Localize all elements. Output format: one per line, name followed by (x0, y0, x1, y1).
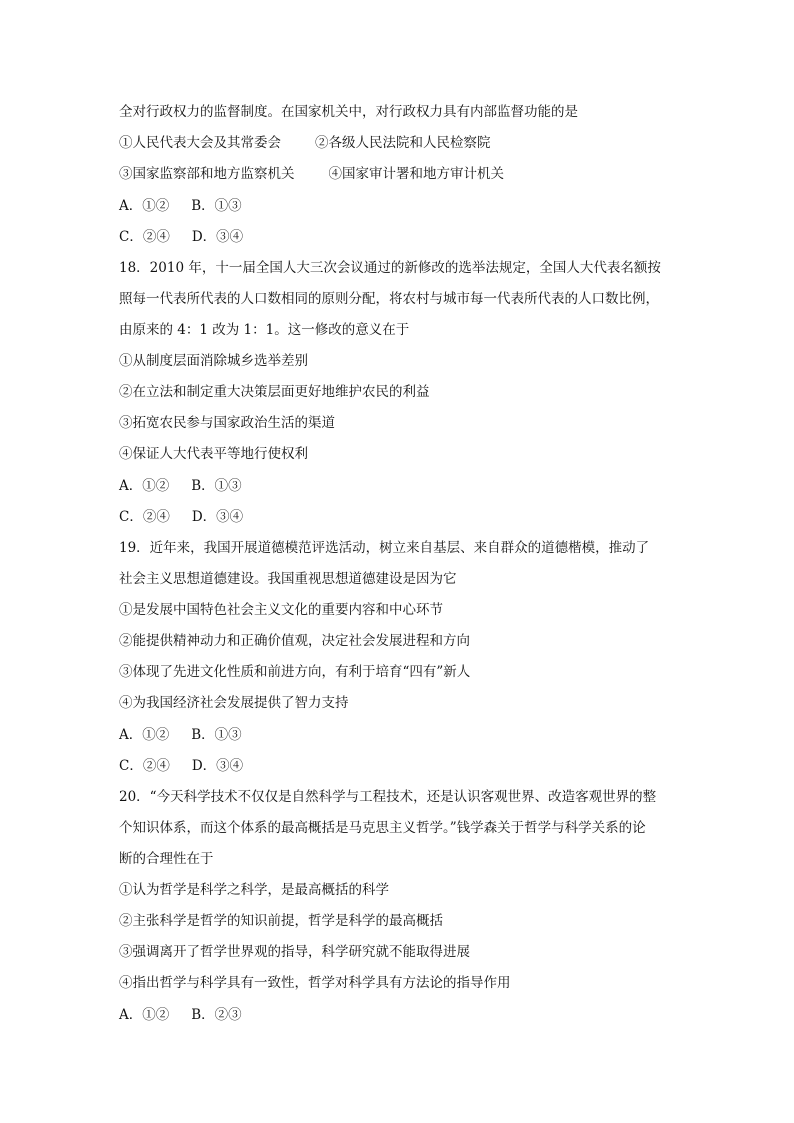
q20-item-4: ④指出哲学与科学具有一致性，哲学对科学具有方法论的指导作用 (119, 975, 511, 991)
q18-option-a: A．①② (119, 478, 170, 494)
q20-stem-line-2: 个知识体系，而这个体系的最高概括是马克思主义哲学。”钱学森关于哲学与科学关系的论 (119, 820, 646, 836)
q20-item-3: ③强调离开了哲学世界观的指导，科学研究就不能取得进展 (119, 944, 470, 960)
q19-option-d: D．③④ (191, 758, 244, 774)
q17-option-a: A．①② (119, 198, 170, 214)
q20-stem-line-1: 20．“今天科学技术不仅仅是自然科学与工程技术，还是认识客观世界、改造客观世界的整 (119, 789, 657, 805)
q19-item-2: ②能提供精神动力和正确价值观，决定社会发展进程和方向 (119, 633, 470, 649)
q19-option-a: A．①② (119, 727, 170, 743)
q18-stem-line-1: 18．2010 年，十一届全国人大三次会议通过的新修改的选举法规定，全国人大代表名额按 (119, 260, 661, 276)
q19-options-row-1 (119, 726, 242, 744)
q18-options-row-2 (119, 508, 243, 526)
q17-items-row-2 (119, 165, 504, 183)
q17-options-row-2 (119, 228, 243, 246)
q17-stem-tail: 全对行政权力的监督制度。在国家机关中，对行政权力具有内部监督功能的是 (119, 104, 578, 120)
q18-item-1: ①从制度层面消除城乡选举差别 (119, 353, 308, 369)
q17-option-d: D．③④ (191, 229, 244, 245)
q19-stem-line-1: 19．近年来，我国开展道德模范评选活动，树立来自基层、来自群众的道德楷模，推动了 (119, 540, 650, 556)
q19-option-c: C．②④ (119, 758, 170, 774)
q17-item-1: ①人民代表大会及其常委会 (119, 135, 281, 151)
q20-stem-line-3: 断的合理性在于 (119, 851, 214, 867)
q17-item-2: ②各级人民法院和人民检察院 (315, 135, 491, 151)
q17-options-row-1 (119, 197, 242, 215)
q19-item-1: ①是发展中国特色社会主义文化的重要内容和中心环节 (119, 602, 443, 618)
q17-option-c: C．②④ (119, 229, 170, 245)
q18-item-3: ③拓宽农民参与国家政治生活的渠道 (119, 415, 335, 431)
q18-stem-line-3: 由原来的 4：1 改为 1：1。这一修改的意义在于 (119, 322, 410, 338)
q19-option-b: B．①③ (191, 727, 242, 743)
q17-item-3: ③国家监察部和地方监察机关 (119, 166, 295, 182)
q19-item-3: ③体现了先进文化性质和前进方向，有利于培育“四有”新人 (119, 664, 471, 680)
q20-item-1: ①认为哲学是科学之科学，是最高概括的科学 (119, 882, 389, 898)
q20-item-2: ②主张科学是哲学的知识前提，哲学是科学的最高概括 (119, 913, 443, 929)
q19-stem-line-2: 社会主义思想道德建设。我国重视思想道德建设是因为它 (119, 571, 457, 587)
q18-option-c: C．②④ (119, 509, 170, 525)
q20-option-a: A．①② (119, 1007, 170, 1023)
q18-stem-line-2: 照每一代表所代表的人口数相同的原则分配，将农村与城市每一代表所代表的人口数比例， (119, 291, 659, 307)
q18-item-4: ④保证人大代表平等地行使权利 (119, 446, 308, 462)
q20-option-b: B．②③ (191, 1007, 242, 1023)
q18-option-b: B．①③ (191, 478, 242, 494)
q17-items-row-1 (119, 134, 491, 152)
q18-option-d: D．③④ (191, 509, 244, 525)
q19-options-row-2 (119, 757, 243, 775)
q18-options-row-1 (119, 477, 242, 495)
q20-options-row-1 (119, 1006, 242, 1024)
q17-option-b: B．①③ (191, 198, 242, 214)
q17-item-4: ④国家审计署和地方审计机关 (328, 166, 504, 182)
q18-item-2: ②在立法和制定重大决策层面更好地维护农民的利益 (119, 384, 430, 400)
q19-item-4: ④为我国经济社会发展提供了智力支持 (119, 695, 349, 711)
